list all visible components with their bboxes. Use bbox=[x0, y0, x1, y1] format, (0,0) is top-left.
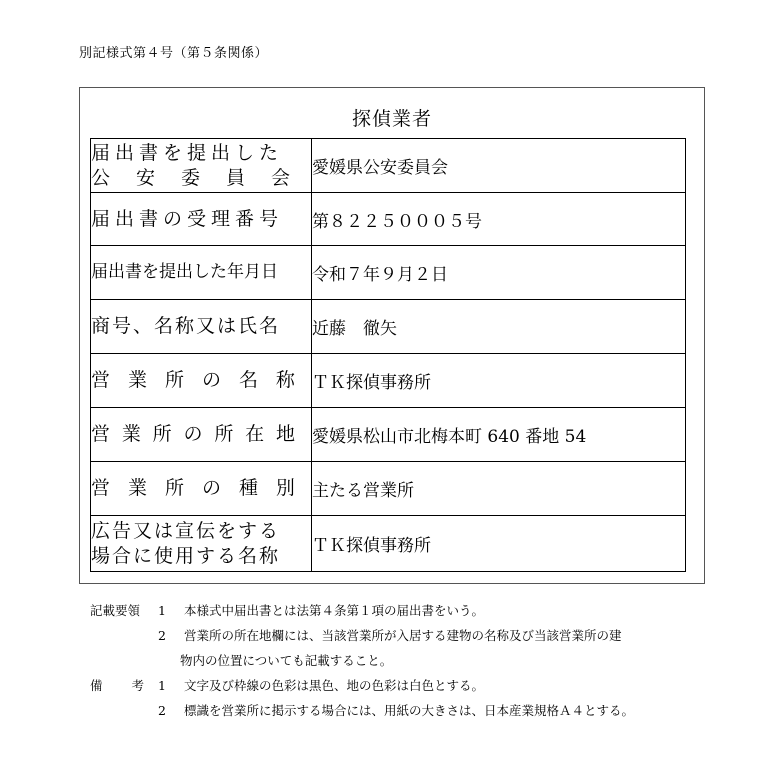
row-label bbox=[91, 462, 312, 516]
detail-table bbox=[90, 138, 686, 572]
label-char: 員 bbox=[225, 166, 246, 189]
note-number: 2 bbox=[158, 703, 166, 718]
label-char: 営 bbox=[91, 369, 112, 391]
label-text: 商号、名称又は氏名 bbox=[91, 315, 281, 337]
remarks-heading-char: 備 bbox=[90, 678, 103, 693]
label-text: 届出書を提出した年月日 bbox=[91, 262, 278, 282]
note-number: 1 bbox=[158, 603, 166, 618]
remarks-heading bbox=[90, 673, 158, 698]
label-char: 名 bbox=[238, 369, 259, 391]
label-char: 委 bbox=[180, 166, 201, 189]
board-title: 探偵業者 bbox=[351, 108, 432, 130]
table-row bbox=[91, 354, 686, 408]
row-value: 令和７年９月２日 bbox=[312, 246, 686, 300]
remark-line bbox=[90, 698, 634, 723]
instruction-line bbox=[90, 598, 634, 623]
table-row bbox=[91, 139, 686, 193]
label-char: 所 bbox=[164, 369, 185, 391]
label-text-spaced bbox=[91, 422, 296, 447]
label-char: の bbox=[201, 477, 222, 499]
row-value: ＴＫ探偵事務所 bbox=[312, 354, 686, 408]
note-number: 2 bbox=[158, 628, 166, 643]
label-char: 業 bbox=[121, 423, 142, 445]
table-row bbox=[91, 408, 686, 462]
note-text: 標識を営業所に掲示する場合には、用紙の大きさは、日本産業規格Ａ４とする。 bbox=[184, 703, 635, 718]
row-label bbox=[91, 246, 312, 300]
label-text: 届出書の受理番号 bbox=[91, 207, 284, 230]
table-row bbox=[91, 246, 686, 300]
row-label bbox=[91, 354, 312, 408]
note-number: 1 bbox=[158, 678, 166, 693]
label-char: の bbox=[183, 423, 204, 445]
sign-board bbox=[79, 87, 705, 584]
instructions-heading: 記載要領 bbox=[90, 603, 141, 618]
note-text: 文字及び枠線の色彩は黒色、地の色彩は白色とする。 bbox=[184, 678, 485, 693]
table-row bbox=[91, 516, 686, 572]
remarks-heading-char: 考 bbox=[131, 678, 144, 693]
notes-section bbox=[90, 598, 634, 723]
row-value: 愛媛県松山市北梅本町 640 番地 54 bbox=[312, 408, 686, 462]
label-char: 営 bbox=[91, 423, 112, 445]
label-char: 種 bbox=[238, 477, 259, 499]
label-char: 所 bbox=[164, 477, 185, 499]
row-value: ＴＫ探偵事務所 bbox=[312, 516, 686, 572]
form-number: 別記様式第４号（第５条関係） bbox=[79, 46, 269, 61]
table-row bbox=[91, 300, 686, 354]
note-text: 本様式中届出書とは法第４条第１項の届出書をいう。 bbox=[184, 603, 485, 618]
table-row bbox=[91, 462, 686, 516]
table-row bbox=[91, 193, 686, 246]
label-char: 安 bbox=[135, 166, 156, 189]
remark-line bbox=[90, 673, 634, 698]
label-char: 称 bbox=[275, 369, 296, 391]
row-label bbox=[91, 139, 312, 193]
label-char: の bbox=[201, 369, 222, 391]
label-char: 会 bbox=[270, 166, 291, 189]
label-char: 在 bbox=[245, 423, 266, 445]
row-value: 近藤 徹矢 bbox=[312, 300, 686, 354]
row-value: 主たる営業所 bbox=[312, 462, 686, 516]
label-line: 場合に使用する名称 bbox=[91, 544, 281, 567]
label-char: 業 bbox=[127, 477, 148, 499]
label-line: 届出書を提出した bbox=[91, 141, 284, 164]
row-value: 第８２２５０００５号 bbox=[312, 193, 686, 246]
label-char: 所 bbox=[214, 423, 235, 445]
row-label bbox=[91, 193, 312, 246]
note-continuation: 物内の位置についても記載すること。 bbox=[180, 653, 393, 668]
label-char: 業 bbox=[127, 369, 148, 391]
row-label bbox=[91, 516, 312, 572]
row-value: 愛媛県公安委員会 bbox=[312, 139, 686, 193]
label-text-spaced bbox=[91, 368, 296, 393]
label-line: 広告又は宣伝をする bbox=[91, 519, 281, 542]
label-char: 公 bbox=[91, 166, 112, 189]
label-line-spaced bbox=[91, 166, 291, 191]
row-label bbox=[91, 408, 312, 462]
label-char: 営 bbox=[91, 477, 112, 499]
instruction-line bbox=[90, 623, 634, 648]
row-label bbox=[91, 300, 312, 354]
label-char: 所 bbox=[152, 423, 173, 445]
label-char: 地 bbox=[275, 423, 296, 445]
label-char: 別 bbox=[275, 477, 296, 499]
note-text: 営業所の所在地欄には、当該営業所が入居する建物の名称及び当該営業所の建 bbox=[184, 628, 622, 643]
label-text-spaced bbox=[91, 476, 296, 501]
